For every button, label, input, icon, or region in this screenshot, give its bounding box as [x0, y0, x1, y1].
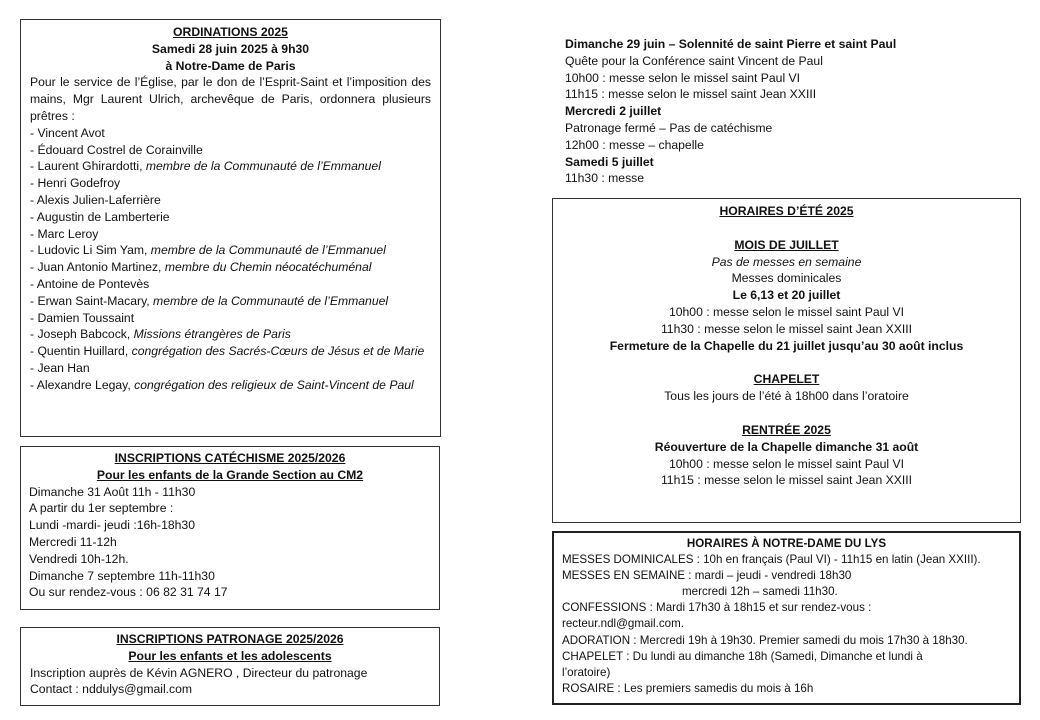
fermeture-notice: Fermeture de la Chapelle du 21 juillet jusqu’au 30 août inclus	[609, 338, 964, 353]
agenda	[565, 36, 1025, 187]
lys-confessions: CONFESSIONS : Mardi 17h30 à 18h15 et sur rendez-vous :	[562, 601, 872, 615]
catechisme-title: INSCRIPTIONS CATÉCHISME 2025/2026	[114, 451, 346, 465]
lys-chapelet-2: l’oratoire)	[562, 665, 611, 679]
list-item: - Laurent Ghirardotti, membre de la Communauté de l’Emmanuel	[30, 159, 381, 174]
list-item: 11h15 : messe selon le missel saint Jean XXIII	[660, 473, 913, 488]
list-item: Vendredi 10h-12h.	[29, 551, 129, 566]
catechisme-subtitle: Pour les enfants de la Grande Section au CM2	[96, 467, 364, 482]
ordinations-place: à Notre-Dame de Paris	[165, 58, 296, 73]
agenda-day-heading: Dimanche 29 juin – Solennité de saint Pierre et saint Paul	[565, 37, 897, 51]
ordinations-date: Samedi 28 juin 2025 à 9h30	[151, 41, 310, 56]
list-item: 10h00 : messe selon le missel saint Paul VI	[668, 456, 905, 471]
patronage-title: INSCRIPTIONS PATRONAGE 2025/2026	[116, 632, 344, 646]
list-item: Lundi -mardi- jeudi :16h-18h30	[29, 518, 195, 533]
list-item: 12h00 : messe – chapelle	[565, 137, 704, 152]
juillet-title: MOIS DE JUILLET	[734, 237, 839, 252]
list-item: Dimanche 31 Août 11h - 11h30	[29, 484, 196, 499]
list-item: - Jean Han	[30, 360, 90, 375]
agenda-day-heading: Mercredi 2 juillet	[565, 104, 662, 119]
agenda-day-heading: Samedi 5 juillet	[565, 154, 654, 169]
ordinations-intro: Pour le service de l’Église, par le don de l’Esprit-Saint et l’imposition des mains, Mgr Laurent Ulrich, archevêque de Paris, ordonnera plusieurs prêtres :	[30, 75, 431, 123]
juillet-dominicales: Messes dominicales	[731, 271, 842, 286]
lys-title: HORAIRES À NOTRE-DAME DU LYS	[686, 537, 887, 550]
list-item: - Quentin Huillard, congrégation des Sacrés-Cœurs de Jésus et de Marie	[30, 344, 425, 359]
juillet-note: Pas de messes en semaine	[711, 254, 862, 269]
list-item: 10h00 : messe selon le missel saint Paul VI	[565, 70, 801, 85]
list-item: Dimanche 7 septembre 11h-11h30	[29, 568, 215, 583]
lys-chapelet: CHAPELET : Du lundi au dimanche 18h (Samedi, Dimanche et lundi à	[562, 649, 923, 663]
list-item: Contact : nddulys@gmail.com	[30, 682, 193, 697]
list-item: - Joseph Babcock, Missions étrangères de Paris	[30, 327, 291, 342]
list-item: - Marc Leroy	[30, 226, 99, 241]
lys-box	[552, 531, 1021, 705]
list-item: - Édouard Costrel de Corainville	[30, 142, 203, 157]
list-item: - Alexis Julien-Laferrière	[30, 192, 161, 207]
list-item: - Antoine de Pontevès	[30, 276, 150, 291]
list-item: Quête pour la Conférence saint Vincent de Paul	[565, 53, 823, 68]
ordinations-title: ORDINATIONS 2025	[173, 25, 288, 39]
list-item: 11h15 : messe selon le missel saint Jean XXIII	[565, 87, 817, 102]
lys-dominicales: MESSES DOMINICALES : 10h en français (Paul VI) - 11h15 en latin (Jean XXIII).	[562, 553, 981, 567]
lys-adoration: ADORATION : Mercredi 19h à 19h30. Premier samedi du mois 17h30 à 18h30.	[562, 633, 968, 647]
list-item: Inscription auprès de Kévin AGNERO , Directeur du patronage	[30, 665, 368, 680]
patronage-box	[20, 627, 440, 706]
list-item: Ou sur rendez-vous : 06 82 31 74 17	[29, 585, 228, 600]
chapelet-title: CHAPELET	[753, 372, 820, 387]
catechisme-box	[20, 446, 440, 610]
priest-list	[30, 125, 431, 394]
list-item: - Erwan Saint-Macary, membre de la Communauté de l’Emmanuel	[30, 293, 389, 308]
chapelet-text: Tous les jours de l’été à 18h00 dans l’oratoire	[664, 389, 909, 404]
patronage-subtitle: Pour les enfants et les adolescents	[128, 648, 332, 663]
ordinations-box	[20, 19, 441, 437]
juillet-dates: Le 6,13 et 20 juillet	[732, 288, 841, 303]
list-item: 11h30 : messe	[565, 171, 645, 186]
list-item: - Henri Godefroy	[30, 176, 121, 191]
list-item: 11h30 : messe selon le missel saint Jean XXIII	[660, 321, 913, 336]
list-item: - Juan Antonio Martinez, membre du Chemin néocatéchuménal	[30, 260, 372, 275]
list-item: - Alexandre Legay, congrégation des religieux de Saint-Vincent de Paul	[30, 377, 414, 392]
list-item: - Damien Toussaint	[30, 310, 135, 325]
rentree-text: Réouverture de la Chapelle dimanche 31 août	[654, 439, 919, 454]
list-item: 10h00 : messe selon le missel saint Paul VI	[668, 304, 905, 319]
ete-title: HORAIRES D’ÉTÉ 2025	[719, 204, 854, 218]
list-item: - Ludovic Li Sim Yam, membre de la Communauté de l’Emmanuel	[30, 243, 386, 258]
list-item: A partir du 1er septembre :	[29, 501, 174, 516]
ete-box	[552, 198, 1021, 523]
lys-confessions-email: recteur.ndl@gmail.com.	[562, 617, 684, 631]
list-item: Patronage fermé – Pas de catéchisme	[565, 120, 773, 135]
list-item: - Vincent Avot	[30, 125, 105, 140]
rentree-title: RENTRÉE 2025	[742, 422, 831, 437]
lys-rosaire: ROSAIRE : Les premiers samedis du mois à 16h	[562, 681, 814, 695]
list-item: - Augustin de Lamberterie	[30, 209, 170, 224]
list-item: Mercredi 11-12h	[29, 534, 117, 549]
lys-semaine: MESSES EN SEMAINE : mardi – jeudi - vendredi 18h30	[562, 569, 852, 583]
lys-semaine-2: mercredi 12h – samedi 11h30.	[682, 585, 838, 599]
